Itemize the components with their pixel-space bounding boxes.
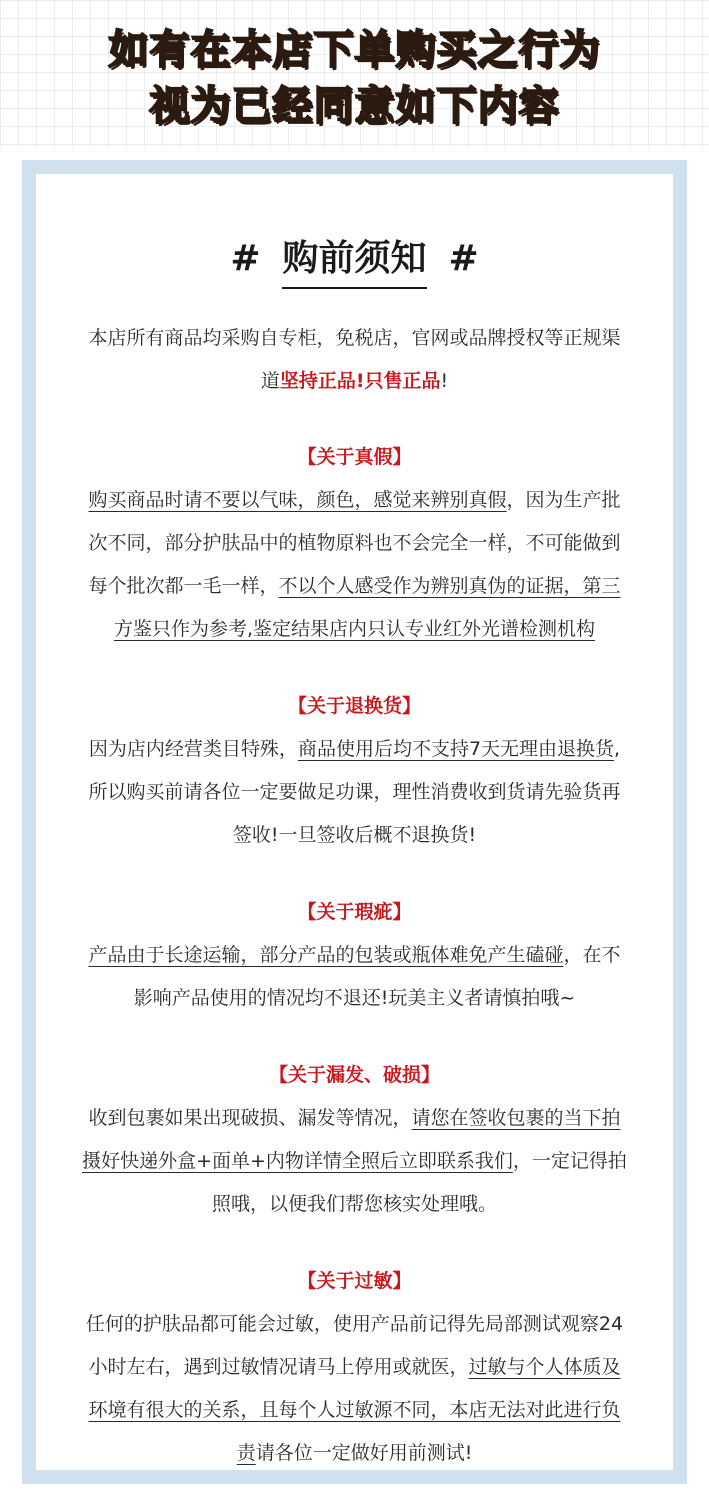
title-text: 购前须知 (282, 230, 426, 289)
section-heading: 【关于瑕疵】 (297, 901, 412, 923)
section-authenticity: 【关于真假】 购买商品时请不要以气味，颜色，感觉来辨别真假，因为生产批 次不同，部分护肤品中的植物原料也不会完全一样，不可能做到 每个批次都一毛一样，不以个人感受作为辨别真伪的证据，第三 方鉴只作为参考,鉴定结果店内只认专业红外光谱检测机构 (36, 436, 673, 651)
section-returns: 【关于退换货】 因为店内经营类目特殊，商品使用后均不支持7天无理由退换货, 所以购买前请各位一定要做足功课，理性消费收到货请先验货再 签收!一旦签收后概不退换货! (36, 685, 673, 857)
section-flaws: 【关于瑕疵】 产品由于长途运输，部分产品的包装或瓶体难免产生磕碰，在不 影响产品使用的情况均不退还!玩美主义者请慎拍哦~ (36, 891, 673, 1020)
intro-line-1: 本店所有商品均采购自专柜，免税店，官网或品牌授权等正规渠 (88, 327, 621, 349)
hash-icon: # (448, 238, 479, 279)
intro-line-2: 道坚持正品!只售正品! (260, 370, 449, 392)
hash-icon: # (230, 238, 261, 279)
intro-paragraph (36, 317, 673, 403)
notice-card (36, 174, 673, 1470)
page-title (36, 230, 673, 289)
section-heading: 【关于过敏】 (297, 1270, 412, 1292)
section-damage: 【关于漏发、破损】 收到包裹如果出现破损、漏发等情况，请您在签收包裹的当下拍 摄好快递外盒+面单+内物详情全照后立即联系我们，一定记得拍 照哦，以便我们帮您核实处理哦。 (36, 1054, 673, 1226)
section-heading: 【关于真假】 (297, 446, 412, 468)
header-line-2: 视为已经同意如下内容 (149, 83, 560, 129)
section-allergy: 【关于过敏】 任何的护肤品都可能会过敏，使用产品前记得先局部测试观察24 小时左右，遇到过敏情况请马上停用或就医，过敏与个人体质及 环境有很大的关系，且每个人过敏源不同，本店无法对此进行负 责请各位一定做好用前测试! (36, 1260, 673, 1475)
header-banner (0, 0, 709, 148)
notice-frame (22, 160, 687, 1484)
section-heading: 【关于漏发、破损】 (268, 1064, 440, 1086)
section-heading: 【关于退换货】 (287, 695, 421, 717)
genuine-highlight: 坚持正品!只售正品 (279, 370, 441, 392)
header-line-1: 如有在本店下单购买之行为 (108, 27, 601, 73)
